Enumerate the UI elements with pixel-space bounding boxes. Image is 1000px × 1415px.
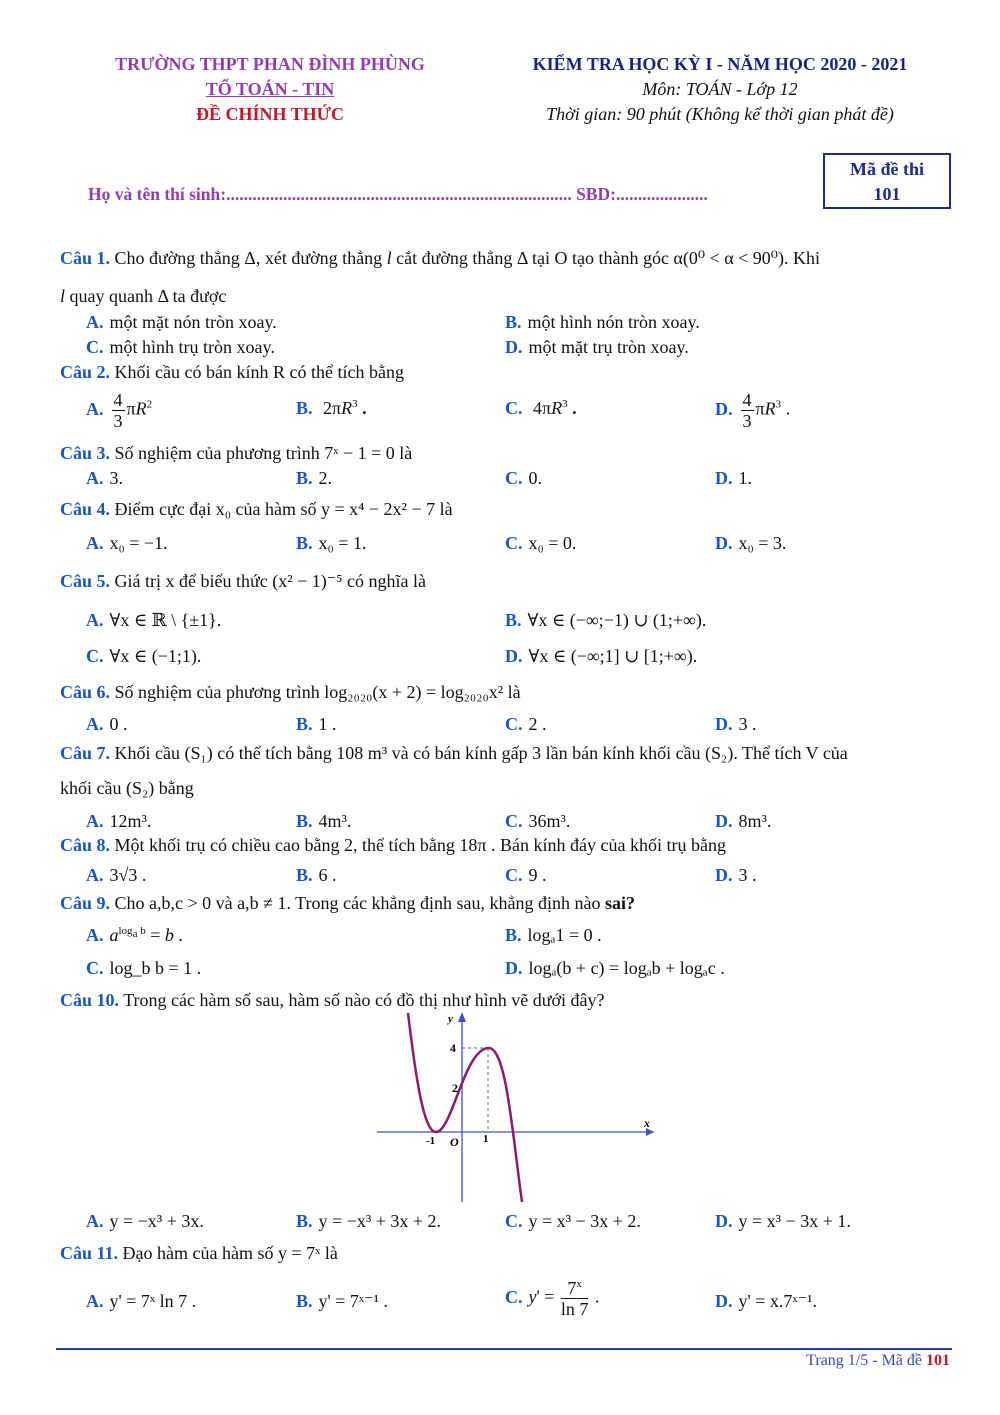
function-graph: [372, 1010, 662, 1205]
option-text: 36m³.: [528, 811, 571, 831]
option-letter: B.: [296, 865, 313, 885]
option-letter: B.: [505, 610, 522, 630]
option-c[interactable]: [86, 958, 201, 979]
option-letter: C.: [86, 337, 104, 357]
option-letter: A.: [86, 714, 104, 734]
option-text: y' = 7ˣ⁻¹ .: [318, 1291, 389, 1311]
option-letter: A.: [86, 925, 104, 945]
option-b[interactable]: [296, 468, 332, 489]
option-c[interactable]: [505, 811, 570, 832]
tick-x-1: 1: [483, 1133, 489, 1145]
option-c[interactable]: [505, 865, 547, 886]
option-letter: A.: [86, 398, 104, 419]
option-c[interactable]: [505, 468, 542, 489]
question-text: Cho đường thẳng Δ, xét đường thẳng: [110, 248, 387, 268]
question-label: Câu 6.: [60, 682, 111, 702]
fraction: $\frac{4}{3}$: [113, 390, 123, 431]
option-a[interactable]: [86, 610, 221, 631]
option-b[interactable]: [296, 1211, 441, 1232]
option-letter: B.: [296, 811, 313, 831]
option-text: 4m³.: [318, 811, 352, 831]
option-text: 6 .: [318, 865, 337, 885]
option-text: logₐ1 = 0 .: [527, 925, 602, 945]
option-c[interactable]: [505, 714, 547, 735]
option-letter: C.: [505, 468, 523, 488]
option-b[interactable]: [296, 811, 351, 832]
exam-title: KIỂM TRA HỌC KỲ I - NĂM HỌC 2020 - 2021: [532, 54, 908, 74]
option-a[interactable]: [86, 533, 168, 554]
option-text: y = x³ − 3x + 2.: [528, 1211, 641, 1231]
option-text: một mặt nón tròn xoay.: [109, 312, 277, 332]
option-text: y = −x³ + 3x.: [109, 1211, 204, 1231]
option-text: log_b b = 1 .: [109, 958, 202, 978]
option-d[interactable]: [505, 646, 697, 667]
option-letter: B.: [296, 714, 313, 734]
option-b[interactable]: [505, 610, 706, 631]
question-2: [60, 362, 404, 383]
question-text: Số nghiệm của phương trình 7ˣ − 1 = 0 là: [110, 443, 413, 463]
symbol-l: l: [60, 286, 66, 306]
exam-code-box: [823, 153, 951, 209]
question-label: Câu 8.: [60, 835, 111, 855]
option-letter: D.: [715, 468, 733, 488]
symbol-l: l: [386, 248, 392, 268]
y-axis-label: y: [448, 1013, 453, 1025]
question-label: Câu 4.: [60, 499, 111, 519]
option-text: 3√3 .: [109, 865, 147, 885]
question-text: Số nghiệm của phương trình log₂₀₂₀(x + 2) = log₂₀₂₀x² là: [110, 682, 521, 702]
option-letter: C.: [505, 398, 523, 418]
question-label: Câu 5.: [60, 571, 111, 591]
option-text: 2.: [318, 468, 333, 488]
option-letter: C.: [505, 1286, 523, 1307]
option-letter: D.: [715, 398, 733, 419]
option-letter: A.: [86, 1291, 104, 1311]
option-letter: C.: [86, 646, 104, 666]
question-10: [60, 990, 604, 1011]
option-b[interactable]: [296, 865, 337, 886]
origin-label: O: [450, 1135, 459, 1149]
question-text: Trong các hàm số sau, hàm số nào có đồ thị như hình vẽ dưới đây?: [119, 990, 605, 1010]
option-b[interactable]: [296, 714, 337, 735]
option-b[interactable]: [505, 925, 602, 946]
option-letter: D.: [715, 1211, 733, 1231]
exam-code-value: 101: [873, 184, 901, 204]
option-a[interactable]: A. $\frac{4}{3}$ $\pi R^2$: [86, 390, 153, 431]
exam-time: Thời gian: 90 phút (Không kể thời gian phát đề): [546, 104, 894, 124]
option-c[interactable]: [505, 1211, 641, 1232]
option-text: x₀ = −1.: [109, 533, 168, 553]
page-footer: [806, 1352, 950, 1370]
option-letter: A.: [86, 865, 104, 885]
question-7: [60, 743, 848, 764]
option-text: một mặt trụ tròn xoay.: [528, 337, 689, 357]
option-text: x₀ = 0.: [528, 533, 577, 553]
fraction: $\frac{4}{3}$: [742, 390, 752, 431]
option-b[interactable]: [296, 1291, 388, 1312]
option-c[interactable]: C. $4\pi R^3$ .: [505, 398, 577, 418]
option-text: 0 .: [109, 714, 128, 734]
option-text: x₀ = 1.: [318, 533, 367, 553]
option-letter: B.: [296, 398, 313, 418]
option-text: 3 .: [738, 714, 757, 734]
question-11: [60, 1243, 338, 1264]
option-letter: C.: [505, 811, 523, 831]
y-axis-arrow: [458, 1012, 466, 1022]
cubic-curve: [408, 1013, 522, 1202]
question-label: Câu 2.: [60, 362, 111, 382]
option-d[interactable]: [715, 714, 757, 735]
option-a[interactable]: [86, 1211, 204, 1232]
question-text: Điểm cực đại x₀ của hàm số y = x⁴ − 2x² − 7 là: [110, 499, 453, 519]
question-text-cont: cắt đường thẳng Δ tại O tạo thành góc α(0⁰ < α < 90⁰). Khi: [391, 248, 821, 268]
option-c[interactable]: [505, 533, 576, 554]
option-c[interactable]: [86, 646, 201, 667]
option-text: ∀x ∈ (−∞;−1) ∪ (1;+∞).: [527, 610, 707, 630]
option-letter: D.: [715, 1291, 733, 1311]
question-5: [60, 571, 426, 592]
option-text: 3 .: [738, 865, 757, 885]
question-3: [60, 443, 412, 464]
option-letter: D.: [715, 865, 733, 885]
official-label: ĐỀ CHÍNH THỨC: [195, 104, 345, 124]
option-text: ∀x ∈ ℝ \ {±1}.: [109, 610, 222, 630]
question-text: Cho a,b,c > 0 và a,b ≠ 1. Trong các khẳng định sau, khẳng định nào: [110, 893, 605, 913]
question-emphasis: sai?: [604, 893, 635, 913]
option-letter: B.: [296, 468, 313, 488]
option-letter: B.: [296, 533, 313, 553]
option-text: 0.: [528, 468, 542, 488]
option-text: 2 .: [528, 714, 547, 734]
question-text: quay quanh Δ ta được: [65, 286, 227, 306]
option-letter: B.: [296, 1211, 313, 1231]
question-text: khối cầu (S₂) bằng: [60, 778, 194, 798]
header-left: [60, 52, 480, 127]
option-text: ∀x ∈ (−1;1).: [109, 646, 202, 666]
question-label: Câu 9.: [60, 893, 111, 913]
department-name: TỔ TOÁN - TIN: [205, 79, 335, 99]
option-letter: C.: [505, 533, 523, 553]
option-d[interactable]: [715, 811, 771, 832]
tick-y-4: 4: [450, 1041, 456, 1055]
option-text: y' = x.7ˣ⁻¹.: [738, 1291, 817, 1311]
question-1-line2: [60, 286, 226, 307]
exam-code-label: Mã đề thi: [850, 159, 924, 179]
question-1: [60, 248, 820, 269]
option-text: 9 .: [528, 865, 547, 885]
header-right: [500, 52, 940, 127]
option-text: một hình trụ tròn xoay.: [109, 337, 275, 357]
option-letter: D.: [505, 337, 523, 357]
option-letter: A.: [86, 533, 104, 553]
option-letter: A.: [86, 312, 104, 332]
option-a[interactable]: [86, 714, 128, 735]
option-d[interactable]: [505, 337, 689, 358]
question-text: Khối cầu có bán kính R có thể tích bằng: [110, 362, 404, 382]
option-letter: D.: [715, 533, 733, 553]
option-text: ∀x ∈ (−∞;1] ∪ [1;+∞).: [528, 646, 698, 666]
option-text: một hình nón tròn xoay.: [527, 312, 700, 332]
exam-subject: Môn: TOÁN - Lớp 12: [642, 79, 798, 99]
option-letter: C.: [86, 958, 104, 978]
option-d[interactable]: [715, 865, 757, 886]
option-letter: C.: [505, 714, 523, 734]
question-text: Khối cầu (S₁) có thể tích bằng 108 m³ và có bán kính gấp 3 lần bán kính khối cầu (S₂). Thể tích V của: [110, 743, 848, 763]
question-label: Câu 11.: [60, 1243, 119, 1263]
x-axis-label: x: [644, 1116, 650, 1130]
tick-x-neg1: -1: [426, 1135, 436, 1147]
option-letter: D.: [715, 811, 733, 831]
option-text: 12m³.: [109, 811, 152, 831]
option-letter: D.: [505, 958, 523, 978]
option-b[interactable]: B. $2\pi R^3$ .: [296, 398, 367, 418]
question-label: Câu 1.: [60, 248, 111, 268]
option-text: logₐ(b + c) = logₐb + logₐc .: [528, 958, 725, 978]
tick-y-2: 2: [452, 1081, 458, 1095]
footer-code: 101: [926, 1352, 950, 1369]
option-text: y = x³ − 3x + 1.: [738, 1211, 851, 1231]
option-d[interactable]: [505, 958, 725, 979]
question-label: Câu 7.: [60, 743, 111, 763]
option-letter: B.: [505, 925, 522, 945]
option-d[interactable]: [715, 1291, 817, 1312]
question-text: Một khối trụ có chiều cao bằng 2, thể tích bằng 18π . Bán kính đáy của khối trụ bằng: [110, 835, 726, 855]
option-letter: D.: [715, 714, 733, 734]
option-text: 1.: [738, 468, 752, 488]
option-a[interactable]: [86, 865, 146, 886]
option-b[interactable]: [296, 533, 366, 554]
option-text: y' = 7ˣ ln 7 .: [109, 1291, 197, 1311]
footer-divider: [56, 1348, 952, 1350]
question-text: Giá trị x để biểu thức (x² − 1)⁻⁵ có nghĩa là: [110, 571, 427, 591]
school-name: TRƯỜNG THPT PHAN ĐÌNH PHÙNG: [115, 54, 425, 74]
option-text: x₀ = 3.: [738, 533, 787, 553]
option-letter: B.: [296, 1291, 313, 1311]
option-d[interactable]: [715, 533, 786, 554]
option-letter: A.: [86, 811, 104, 831]
question-8: [60, 835, 726, 856]
question-label: Câu 3.: [60, 443, 111, 463]
question-4: [60, 499, 453, 520]
option-a[interactable]: A. $a^{log_a b} = b$ .: [86, 925, 183, 945]
question-6: [60, 682, 521, 703]
fraction: $\frac{7^x}{\ln 7}$: [560, 1278, 589, 1319]
option-letter: A.: [86, 468, 104, 488]
option-b[interactable]: [505, 312, 700, 333]
option-letter: A.: [86, 610, 104, 630]
question-label: Câu 10.: [60, 990, 120, 1010]
option-d[interactable]: [715, 1211, 851, 1232]
question-7-line2: [60, 778, 194, 799]
option-a[interactable]: [86, 1291, 196, 1312]
question-text: Đạo hàm của hàm số y = 7ˣ là: [118, 1243, 338, 1263]
option-d[interactable]: [715, 468, 752, 489]
option-letter: C.: [505, 865, 523, 885]
option-a[interactable]: [86, 468, 123, 489]
option-a[interactable]: [86, 811, 151, 832]
option-letter: A.: [86, 1211, 104, 1231]
option-c[interactable]: C. y' = $\frac{7^x}{\ln 7}$ .: [505, 1278, 600, 1319]
footer-text: Trang 1/5 - Mã đề: [806, 1352, 926, 1369]
question-9: [60, 893, 635, 914]
option-c[interactable]: [86, 337, 275, 358]
option-text: 3.: [109, 468, 123, 488]
option-letter: D.: [505, 646, 523, 666]
option-letter: C.: [505, 1211, 523, 1231]
option-a[interactable]: [86, 312, 277, 333]
option-d[interactable]: D. $\frac{4}{3}$ $\pi R^3$ .: [715, 390, 791, 431]
option-letter: B.: [505, 312, 522, 332]
option-text: 1 .: [318, 714, 337, 734]
student-info-line: Họ và tên thí sinh:............................................................................... SBD:.....................: [88, 184, 708, 204]
option-text: 8m³.: [738, 811, 772, 831]
option-text: y = −x³ + 3x + 2.: [318, 1211, 442, 1231]
